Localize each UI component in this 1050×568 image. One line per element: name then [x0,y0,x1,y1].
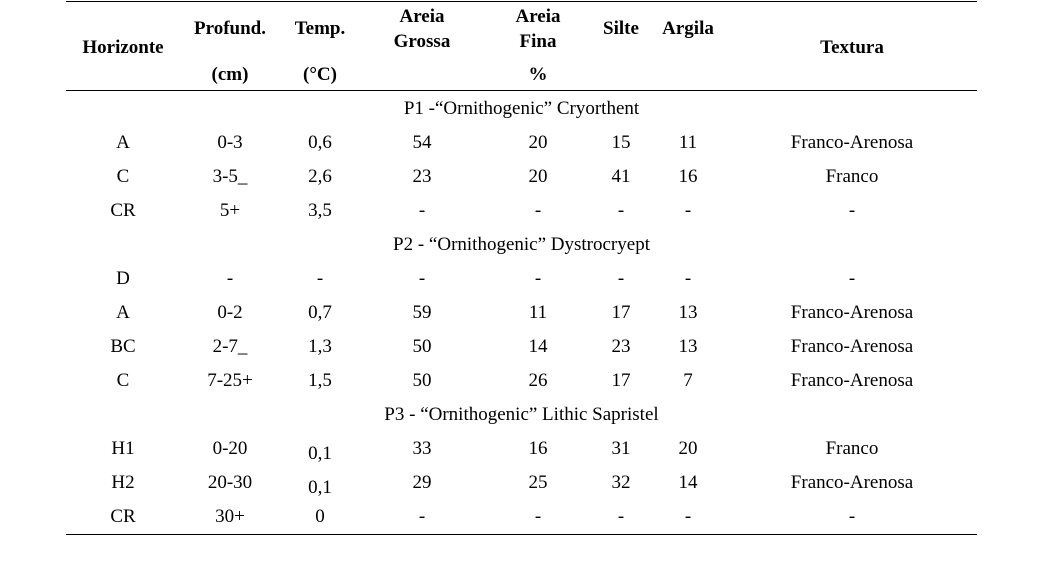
cell-horizonte: BC [110,336,136,357]
section-title: P2 - “Ornithogenic” Dystrocryept [393,234,650,255]
cell-profund: - [226,268,234,289]
header-areia-grossa-2: Grossa [393,31,451,52]
cell-areia-fina: - [534,268,542,289]
cell-argila: - [684,506,692,527]
cell-areia-grossa: 23 [412,166,432,187]
header-areia-fina-2: Fina [519,31,557,52]
cell-profund: 20-30 [207,472,253,493]
cell-horizonte: C [116,166,130,187]
header-profund: Profund. [194,18,266,39]
cell-areia-grossa: - [418,506,426,527]
cell-textura: Franco [825,438,879,459]
cell-areia-fina: 11 [528,302,548,323]
cell-temp: 1,3 [308,336,332,357]
cell-silte: 41 [611,166,631,187]
cell-horizonte: CR [110,506,136,527]
cell-textura: Franco-Arenosa [790,472,914,493]
cell-profund: 3-5_ [212,166,248,187]
cell-argila: 13 [678,336,698,357]
cell-textura: Franco-Arenosa [790,370,914,391]
cell-profund: 0-20 [212,438,248,459]
cell-silte: 32 [611,472,631,493]
header-horizonte: Horizonte [82,37,164,58]
cell-horizonte: H2 [111,472,135,493]
cell-profund: 0-2 [217,302,243,323]
cell-silte: - [617,200,625,221]
cell-horizonte: A [116,132,130,153]
cell-areia-fina: - [534,200,542,221]
cell-temp: 1,5 [308,370,332,391]
header-argila: Argila [662,18,714,39]
cell-areia-fina: 16 [528,438,548,459]
cell-silte: 23 [611,336,631,357]
cell-silte: - [617,506,625,527]
cell-textura: - [848,506,856,527]
header-profund-unit: (cm) [211,64,249,85]
cell-profund: 2-7_ [212,336,248,357]
cell-areia-grossa: - [418,200,426,221]
header-areia-grossa-1: Areia [399,6,445,27]
cell-areia-fina: 25 [528,472,548,493]
cell-areia-fina: 20 [528,166,548,187]
header-areia-fina-1: Areia [515,6,561,27]
cell-argila: 13 [678,302,698,323]
cell-areia-fina: 14 [528,336,548,357]
cell-areia-grossa: 54 [412,132,432,153]
cell-areia-fina: 20 [528,132,548,153]
header-percent-unit: % [528,64,548,85]
cell-textura: Franco-Arenosa [790,336,914,357]
header-textura: Textura [820,37,884,58]
cell-areia-grossa: 50 [412,370,432,391]
cell-areia-grossa: 33 [412,438,432,459]
cell-areia-grossa: 50 [412,336,432,357]
cell-argila: 7 [683,370,693,391]
cell-argila: 16 [678,166,698,187]
cell-temp: 2,6 [308,166,332,187]
cell-temp: - [316,268,324,289]
cell-argila: 14 [678,472,698,493]
cell-textura: Franco [825,166,879,187]
section-title: P3 - “Ornithogenic” Lithic Sapristel [384,404,659,425]
header-bottom-rule [66,90,977,91]
cell-argila: - [684,200,692,221]
cell-silte: 17 [611,370,631,391]
cell-argila: - [684,268,692,289]
table-bottom-rule [66,534,977,535]
section-title: P1 -“Ornithogenic” Cryorthent [403,98,640,119]
header-temp-unit: (°C) [303,64,337,85]
cell-horizonte: A [116,302,130,323]
cell-textura: - [848,200,856,221]
cell-horizonte: C [116,370,130,391]
cell-temp: 3,5 [308,200,332,221]
cell-profund: 7-25+ [207,370,253,391]
cell-silte: 31 [611,438,631,459]
cell-areia-grossa: 29 [412,472,432,493]
cell-horizonte: CR [110,200,136,221]
cell-temp: 0,6 [308,132,332,153]
cell-areia-grossa: 59 [412,302,432,323]
cell-argila: 20 [678,438,698,459]
cell-horizonte: H1 [111,438,135,459]
cell-areia-grossa: - [418,268,426,289]
cell-textura: Franco-Arenosa [790,302,914,323]
cell-temp: 0,1 [308,477,332,498]
cell-profund: 30+ [215,506,245,527]
cell-argila: 11 [678,132,698,153]
cell-areia-fina: - [534,506,542,527]
cell-horizonte: D [116,268,130,289]
cell-textura: - [848,268,856,289]
cell-silte: - [617,268,625,289]
table-top-rule [66,1,977,2]
cell-silte: 17 [611,302,631,323]
cell-temp: 0,1 [308,443,332,464]
cell-profund: 5+ [219,200,241,221]
header-temp: Temp. [294,18,346,39]
cell-temp: 0 [315,506,325,527]
cell-areia-fina: 26 [528,370,548,391]
header-silte: Silte [603,18,639,39]
cell-silte: 15 [611,132,631,153]
cell-textura: Franco-Arenosa [790,132,914,153]
cell-temp: 0,7 [308,302,332,323]
cell-profund: 0-3 [217,132,243,153]
